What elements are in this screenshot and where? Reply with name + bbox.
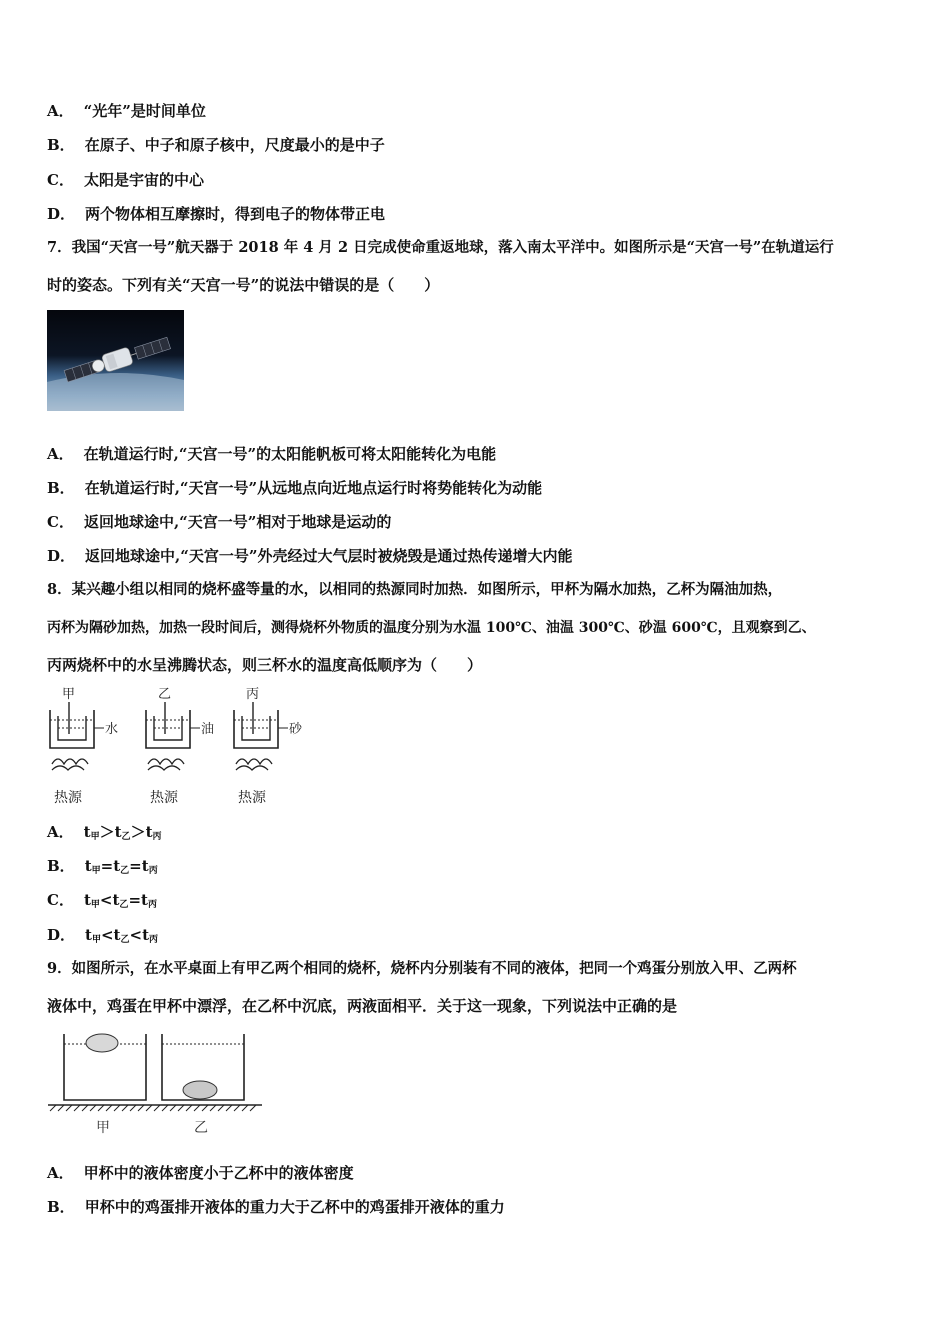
- q8-stem-line1: 8．某兴趣小组以相同的烧杯盛等量的水，以相同的热源同时加热．如图所示，甲杯为隔水加热，乙杯为隔油加热，: [47, 581, 783, 598]
- q8-option-d: D． $t_甲<t_乙<t_丙$: [47, 926, 159, 945]
- cup-jia: [50, 687, 118, 806]
- egg-beakers-figure: [48, 1028, 264, 1138]
- beaker-label-yi: 乙: [194, 1120, 208, 1136]
- q7-option-b: B． 在轨道运行时,“天宫一号”从远地点向近地点运行时将势能转化为动能: [47, 479, 543, 497]
- q7-option-a: A． 在轨道运行时,“天宫一号”的太阳能帆板可将太阳能转化为电能: [47, 445, 497, 463]
- q6-option-c: C． 太阳是宇宙的中心: [47, 171, 204, 189]
- q6-option-d: D． 两个物体相互摩擦时，得到电子的物体带正电: [47, 205, 386, 223]
- heat-source-label-1: 热源: [54, 790, 82, 806]
- q8-stem-line3: 丙两烧杯中的水呈沸腾状态，则三杯水的温度高低顺序为（ ）: [47, 656, 483, 674]
- q8-stem-line2: 丙杯为隔砂加热，加热一段时间后，测得烧杯外物质的温度分别为水温 100℃、油温 300℃、砂温 600℃，且观察到乙、: [47, 620, 816, 636]
- q9-stem-line1: 9．如图所示，在水平桌面上有甲乙两个相同的烧杯，烧杯内分别装有不同的液体，把同一个鸡蛋分别放入甲、乙两杯: [47, 960, 797, 977]
- sunk-egg: [183, 1081, 217, 1099]
- heat-source-label-3: 热源: [238, 790, 266, 806]
- q6-option-b: B． 在原子、中子和原子核中，尺度最小的是中子: [47, 136, 385, 154]
- q7-stem-line2: 时的姿态。下列有关“天宫一号”的说法中错误的是（ ）: [47, 276, 440, 294]
- q8-option-a: A． $t_甲>t_乙>t_丙$: [47, 823, 162, 842]
- q9-stem-line2: 液体中，鸡蛋在甲杯中漂浮，在乙杯中沉底，两液面相平．关于这一现象，下列说法中正确的是: [47, 997, 678, 1015]
- heating-cups-figure: [44, 684, 308, 810]
- q8-option-c: C． $t_甲<t_乙=t_丙$: [47, 891, 157, 910]
- medium-label-oil: 油: [201, 722, 215, 737]
- medium-label-water: 水: [105, 722, 119, 737]
- floating-egg: [86, 1034, 118, 1052]
- q7-option-d: D． 返回地球途中,“天宫一号”外壳经过大气层时被烧毁是通过热传递增大内能: [47, 547, 573, 565]
- beaker-label-jia: 甲: [96, 1120, 110, 1136]
- medium-label-sand: 砂: [289, 722, 303, 737]
- q9-option-b: B． 甲杯中的鸡蛋排开液体的重力大于乙杯中的鸡蛋排开液体的重力: [47, 1198, 505, 1216]
- cup-bing: [234, 687, 303, 806]
- q6-option-a: A． “光年”是时间单位: [47, 102, 206, 120]
- heat-source-label-2: 热源: [150, 790, 178, 806]
- cup-label-yi: 乙: [158, 687, 172, 702]
- q7-stem-line1: 7．我国“天宫一号”航天器于 2018 年 4 月 2 日完成使命重返地球，落入南太平洋中。如图所示是“天宫一号”在轨道运行: [47, 239, 834, 256]
- q8-option-b: B． $t_甲=t_乙=t_丙$: [47, 857, 158, 876]
- cup-label-bing: 丙: [246, 687, 260, 702]
- q9-option-a: A． 甲杯中的液体密度小于乙杯中的液体密度: [47, 1164, 354, 1182]
- cup-yi: [146, 687, 214, 806]
- space-station-photo: [47, 310, 184, 411]
- cup-label-jia: 甲: [62, 687, 76, 702]
- q7-option-c: C． 返回地球途中,“天宫一号”相对于地球是运动的: [47, 513, 392, 531]
